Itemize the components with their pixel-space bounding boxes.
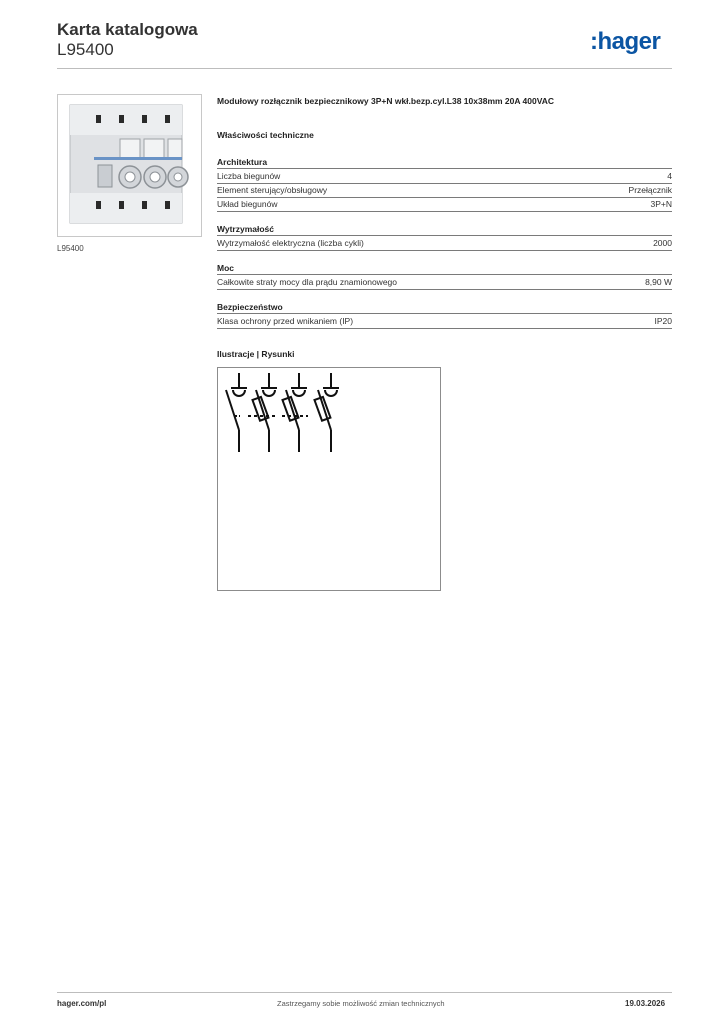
hager-logo: :hager [590, 28, 661, 55]
property-value: 3P+N [650, 199, 672, 209]
property-value: 2000 [653, 238, 672, 248]
pole-3-symbol [314, 373, 339, 452]
wiring-diagram [217, 367, 441, 591]
section-divider [217, 168, 672, 169]
section-title-wytrzymalosc: Wytrzymałość [217, 224, 275, 234]
website-link[interactable]: hager.com/pl [57, 999, 107, 1008]
technical-properties-title: Właściwości techniczne [217, 130, 314, 140]
page-title: Karta katalogowa [57, 20, 198, 39]
property-row [217, 315, 672, 329]
property-row [217, 276, 672, 290]
image-caption: L95400 [57, 244, 84, 253]
property-value: IP20 [654, 316, 672, 326]
property-label: Element sterujący/obsługowy [217, 185, 328, 195]
property-row [217, 184, 672, 198]
property-label: Całkowite straty mocy dla prądu znamionowego [217, 277, 398, 287]
section-title-bezpieczenstwo: Bezpieczeństwo [217, 302, 283, 312]
section-divider [217, 313, 672, 314]
pole-n-symbol [226, 373, 247, 452]
property-label: Układ biegunów [217, 199, 278, 209]
illustrations-title: Ilustracje | Rysunki [217, 349, 295, 359]
header-divider [57, 68, 672, 69]
section-divider [217, 274, 672, 275]
section-title-architektura: Architektura [217, 157, 268, 167]
footer-divider [57, 992, 672, 993]
pole-2-symbol [282, 373, 308, 452]
logo-text: hager [597, 28, 661, 55]
property-value: 4 [667, 171, 672, 181]
property-row [217, 198, 672, 212]
product-code: L95400 [57, 40, 114, 59]
section-title-moc: Moc [217, 263, 234, 273]
property-row [217, 237, 672, 251]
property-label: Liczba biegunów [217, 171, 281, 181]
property-row [217, 170, 672, 184]
property-value: Przełącznik [628, 185, 672, 195]
pole-1-symbol [248, 373, 278, 452]
property-value: 8,90 W [645, 277, 672, 287]
property-label: Wytrzymałość elektryczna (liczba cykli) [217, 238, 364, 248]
section-divider [217, 235, 672, 236]
product-description: Modułowy rozłącznik bezpiecznikowy 3P+N wkł.bezp.cyl.L38 10x38mm 20A 400VAC [217, 96, 555, 106]
footer-note: Zastrzegamy sobie możliwość zmian technicznych [277, 999, 445, 1008]
footer-date: 19.03.2026 [625, 999, 666, 1008]
product-image [57, 94, 202, 237]
property-label: Klasa ochrony przed wnikaniem (IP) [217, 316, 354, 326]
